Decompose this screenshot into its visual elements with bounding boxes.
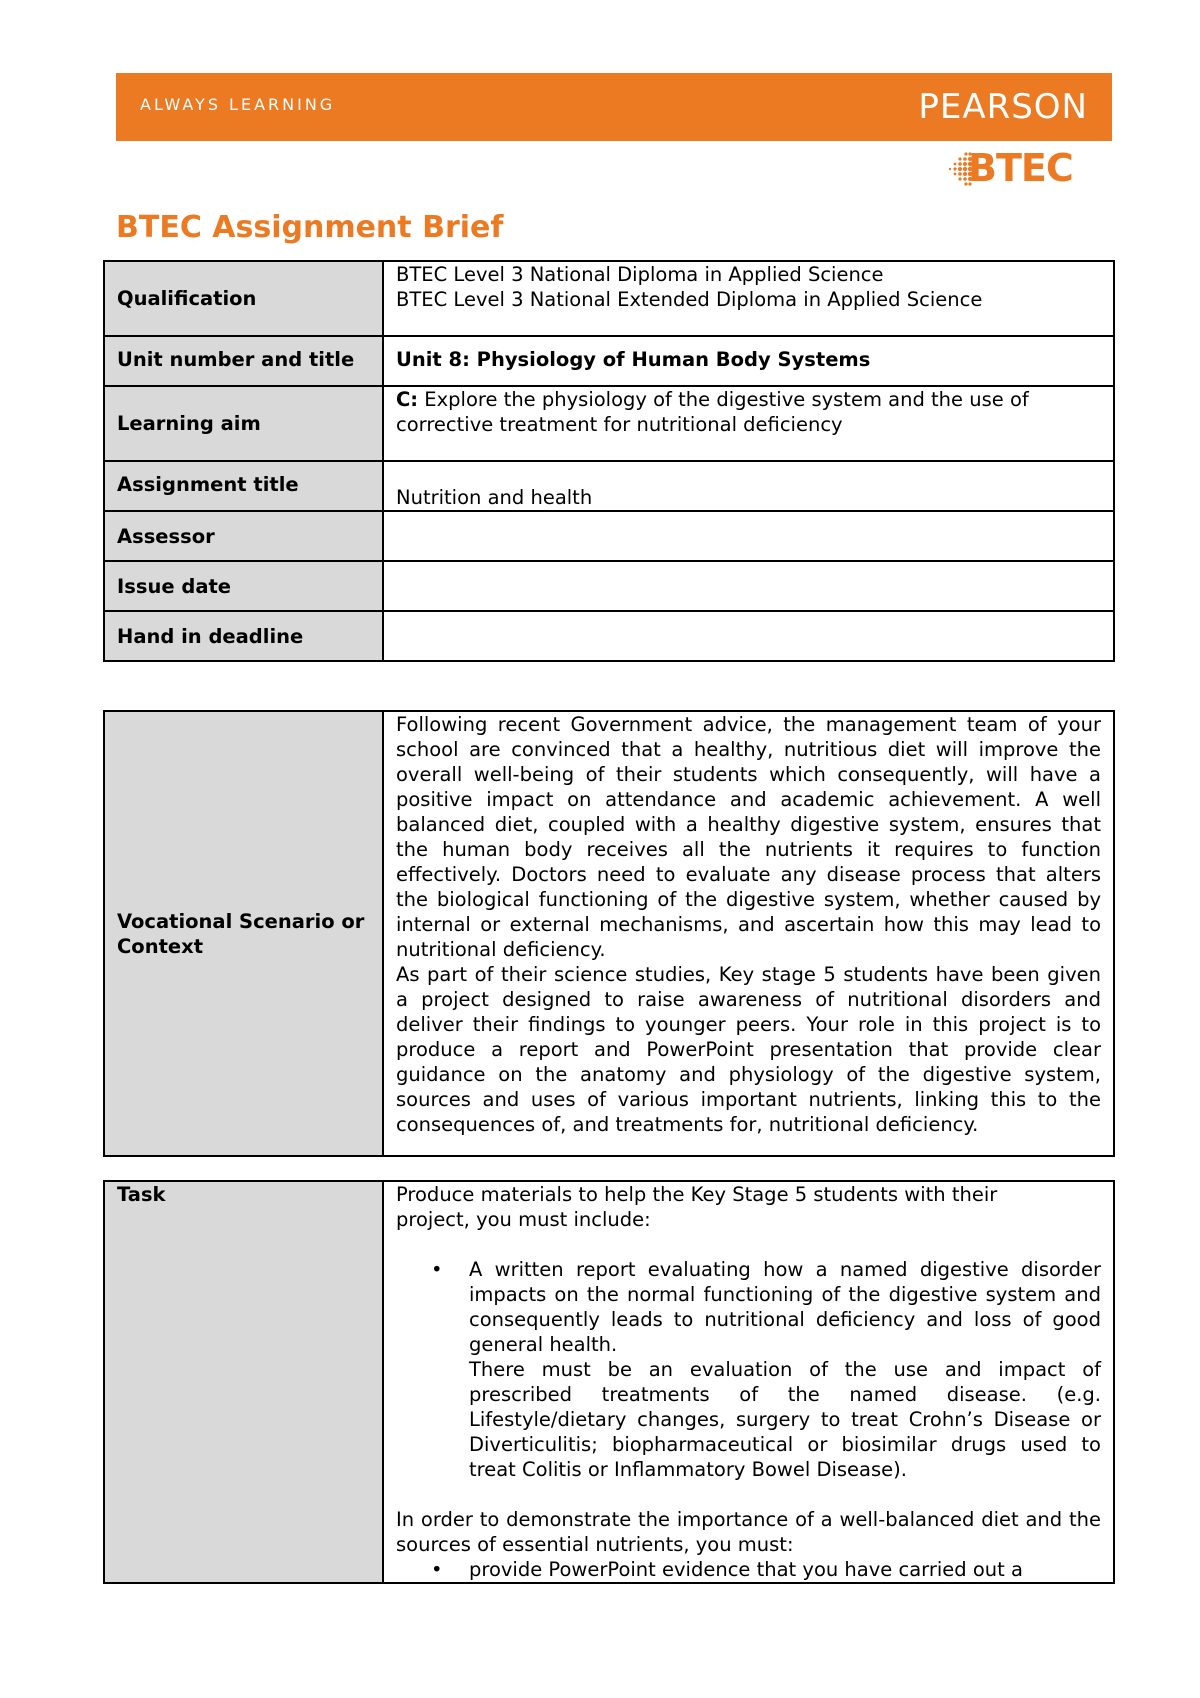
- learning-aim-row: [104, 386, 1114, 461]
- pearson-logo: PEARSON: [918, 87, 1088, 127]
- task-paragraph-2: In order to demonstrate the importance of a well-balanced diet and the sources of essential nutrients, you must:: [396, 1508, 1101, 1556]
- qualification-line-2: BTEC Level 3 National Extended Diploma in Applied Science: [396, 288, 983, 311]
- page-title: BTEC Assignment Brief: [116, 210, 504, 245]
- task-intro-line-1: Produce materials to help the Key Stage 5 students with their: [396, 1183, 998, 1206]
- issue-date-value: [383, 561, 1114, 611]
- task-label: Task: [104, 1181, 383, 1583]
- list-item: [469, 1257, 1101, 1482]
- assignment-title-value: Nutrition and health: [383, 461, 1114, 511]
- scenario-table: [103, 710, 1115, 1157]
- assessor-row: [104, 511, 1114, 561]
- learning-aim-label: Learning aim: [104, 386, 383, 461]
- issue-date-label: Issue date: [104, 561, 383, 611]
- learning-aim-text: Explore the physiology of the digestive system and the use of corrective treatment for nutritional deficiency: [396, 388, 1029, 436]
- btec-wordmark: BTEC: [968, 146, 1073, 190]
- qualification-label: Qualification: [104, 261, 383, 336]
- assignment-title-row: [104, 461, 1114, 511]
- assessor-label: Assessor: [104, 511, 383, 561]
- task-bullet-2: provide PowerPoint evidence that you have carried out a: [469, 1558, 1023, 1581]
- list-item: [469, 1557, 1101, 1582]
- header-banner: [116, 73, 1112, 141]
- assignment-details-table: [103, 260, 1115, 662]
- deadline-label: Hand in deadline: [104, 611, 383, 661]
- task-bullet-1-continuation: There must be an evaluation of the use and impact of prescribed treatments of the named disease. (e.g. Lifestyle/dietary changes, surgery to treat Crohn’s Disease or Diverticulitis; biopharmaceutical or biosimilar drugs used to treat Colitis or Inflammatory Bowel Disease).: [469, 1358, 1101, 1481]
- task-table: [103, 1180, 1115, 1584]
- scenario-text: [383, 711, 1114, 1156]
- assessor-value: [383, 511, 1114, 561]
- task-row: [104, 1181, 1114, 1583]
- issue-date-row: [104, 561, 1114, 611]
- scenario-label: Vocational Scenario or Context: [104, 711, 383, 1156]
- unit-label: Unit number and title: [104, 336, 383, 386]
- task-bullet-1: • A written report evaluating how a named digestive disorder impacts on the normal functioning of the digestive system and consequently leads to nutritional deficiency and loss of good general health.: [469, 1258, 1101, 1356]
- deadline-value: [383, 611, 1114, 661]
- assignment-title-label: Assignment title: [104, 461, 383, 511]
- task-content: [383, 1181, 1114, 1583]
- scenario-paragraph-1: Following recent Government advice, the management team of your school are convinced that a healthy, nutritious diet will improve the overall well-being of their students which consequently, will have a positive impact on attendance and academic achievement. A well balanced diet, coupled with a healthy digestive system, ensures that the human body receives all the nutrients it requires to function effectively. Doctors need to evaluate any disease process that alters the biological functioning of the digestive system, whether caused by internal or external mechanisms, and ascertain how this may lead to nutritional deficiency.: [396, 713, 1101, 961]
- scenario-row: [104, 711, 1114, 1156]
- learning-aim-value: [383, 386, 1114, 461]
- btec-logo: [946, 146, 1096, 190]
- learning-aim-prefix: C:: [396, 388, 419, 411]
- task-bullet-list-2: [396, 1557, 1101, 1582]
- unit-value: Unit 8: Physiology of Human Body Systems: [383, 336, 1114, 386]
- deadline-row: [104, 611, 1114, 661]
- task-intro-line-2: project, you must include:: [396, 1208, 651, 1231]
- qualification-row: [104, 261, 1114, 336]
- qualification-value: [383, 261, 1114, 336]
- tagline: ALWAYS LEARNING: [140, 95, 336, 114]
- qualification-line-1: BTEC Level 3 National Diploma in Applied Science: [396, 263, 884, 286]
- scenario-paragraph-2: As part of their science studies, Key stage 5 students have been given a project designed to raise awareness of nutritional disorders and deliver their findings to younger peers. Your role in this project is to produce a report and PowerPoint presentation that provide clear guidance on the anatomy and physiology of the digestive system, sources and uses of various important nutrients, linking this to the consequences of, and treatments for, nutritional deficiency.: [396, 963, 1101, 1136]
- unit-row: [104, 336, 1114, 386]
- task-bullet-list-1: [396, 1257, 1101, 1482]
